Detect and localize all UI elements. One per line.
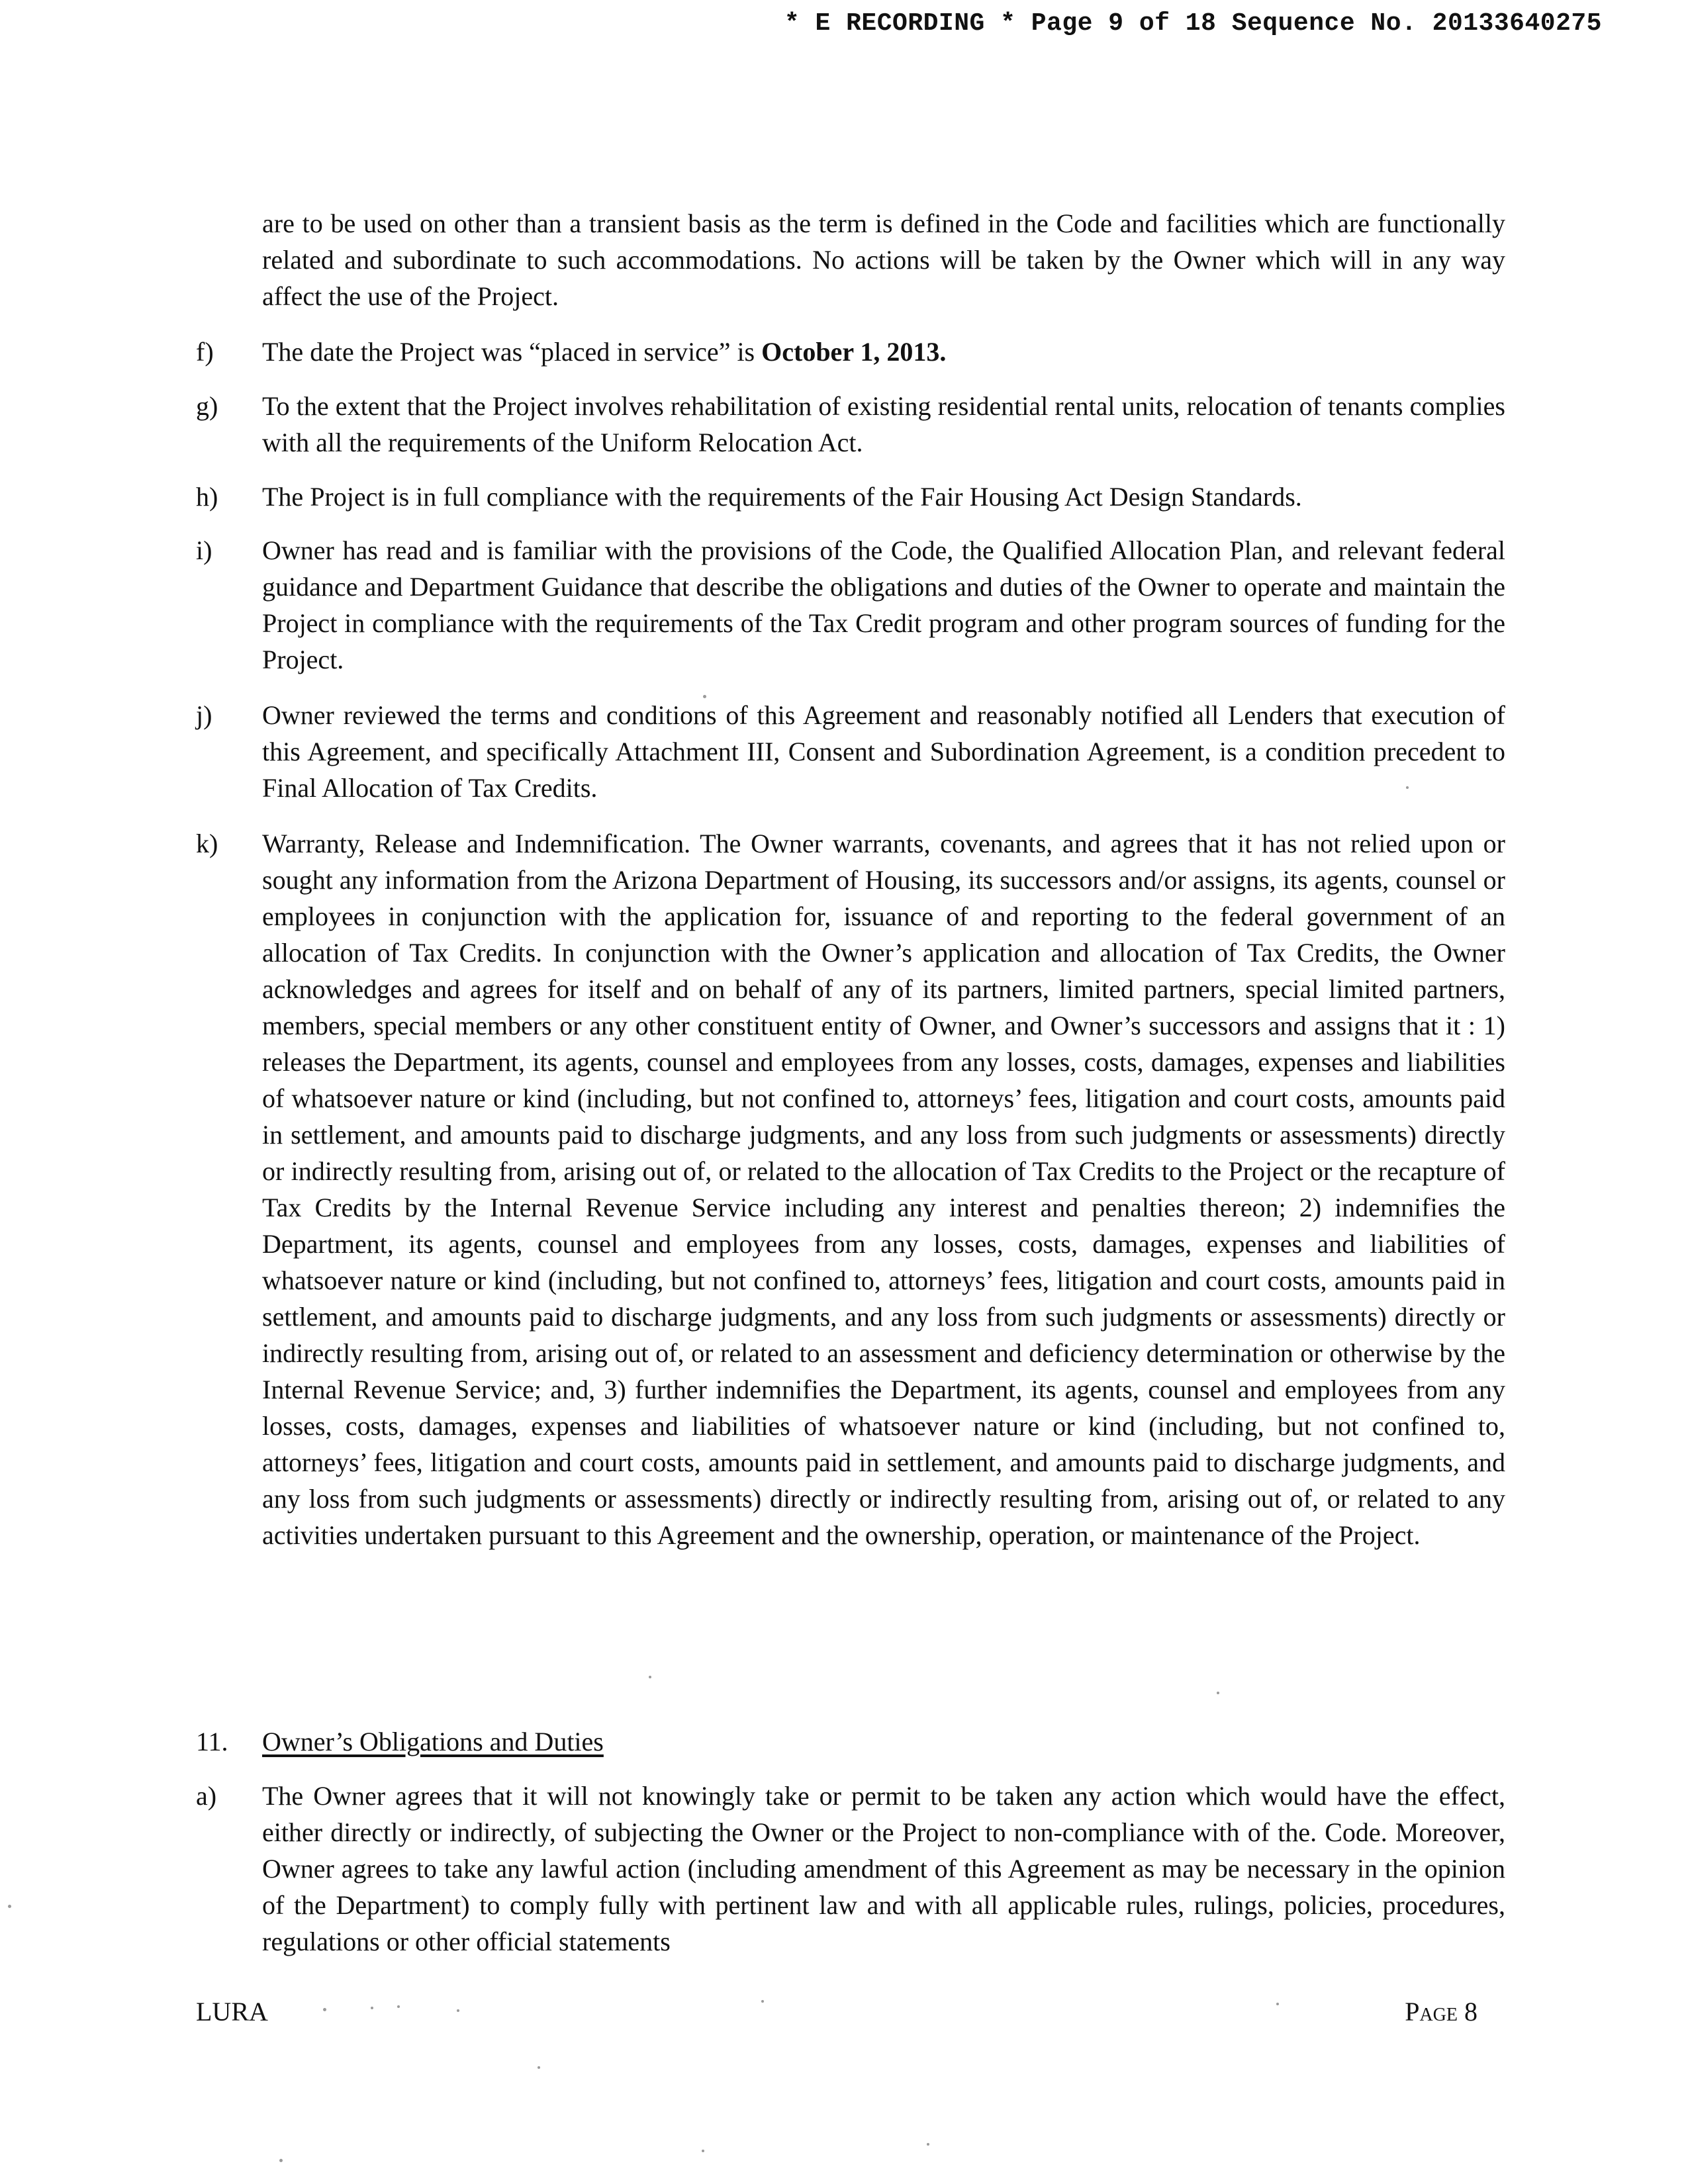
item-h-text: The Project is in full compliance with the requirements of the Fair Housing Act Design Standards. bbox=[262, 482, 1302, 512]
item-j bbox=[196, 697, 1505, 806]
item-j-text: Owner reviewed the terms and conditions of this Agreement and reasonably notified all Lenders that execution of this Agreement, and specifically Attachment III, Consent and Subordination Agreement, is a condition precedent to Final Allocation of Tax Credits. bbox=[262, 700, 1505, 803]
section-11-title: Owner’s Obligations and Duties bbox=[262, 1727, 604, 1756]
item-k-marker: k) bbox=[196, 829, 218, 858]
section-11-item-a bbox=[196, 1778, 1505, 1960]
item-i-text: Owner has read and is familiar with the provisions of the Code, the Qualified Allocation Plan, and relevant federal guidance and Department Guidance that describe the obligations and duties of the Owner to operate and maintain the Project in compliance with the requirements of the Tax Credit program and other program sources of funding for the Project. bbox=[262, 535, 1505, 674]
intro-paragraph: are to be used on other than a transient basis as the term is defined in the Code and facilities which are functionally related and subordinate to such accommodations. No actions will be taken by the Owner which will in any way affect the use of the Project. bbox=[262, 208, 1505, 311]
scan-speck bbox=[1276, 2003, 1279, 2005]
scan-speck bbox=[323, 2008, 326, 2011]
scan-speck bbox=[457, 2009, 459, 2012]
item-g-text: To the extent that the Project involves rehabilitation of existing residential rental units, relocation of tenants complies with all the requirements of the Uniform Relocation Act. bbox=[262, 391, 1505, 457]
scan-speck bbox=[702, 2150, 704, 2152]
scan-speck bbox=[538, 2066, 540, 2069]
item-h bbox=[196, 478, 1505, 515]
scan-speck bbox=[1217, 1692, 1219, 1694]
placed-in-service-date: October 1, 2013. bbox=[761, 337, 947, 367]
section-11-heading bbox=[196, 1723, 604, 1760]
item-i-marker: i) bbox=[196, 535, 212, 565]
item-k-text: Warranty, Release and Indemnification. The Owner warrants, covenants, and agrees that it has not relied upon or sought any information from the Arizona Department of Housing, its successors and/or assigns, its agents, counsel or employees in conjunction with the application for, issuance of and reporting to the federal government of an allocation of Tax Credits. In conjunction with the Owner’s application and allocation of Tax Credits, the Owner acknowledges and agrees for itself and on behalf of any of its partners, limited partners, special limited partners, members, special members or any other constituent entity of Owner, and Owner’s successors and assigns that it : 1) releases the Department, its agents, counsel and employees from any losses, costs, damages, expenses and liabilities of whatsoever nature or kind (including, but not confined to, attorneys’ fees, litigation and court costs, amounts paid in settlement, and amounts paid to discharge judgments, and any loss from such judgments or assessments) directly or indirectly resulting from, arising out of, or related to the allocation of Tax Credits to the Project or the recapture of Tax Credits by the Internal Revenue Service including any interest and penalties thereon; 2) indemnifies the Department, its agents, counsel and employees from any losses, costs, damages, expenses and liabilities of whatsoever nature or kind (including, but not confined to, attorneys’ fees, litigation and court costs, amounts paid in settlement, and amounts paid to discharge judgments, and any loss from such judgments or assessments) directly or indirectly resulting from, arising out of, or related to an assessment and deficiency determination or otherwise by the Internal Revenue Service; and, 3) further indemnifies the Department, its agents, counsel and employees from any losses, costs, damages, expenses and liabilities of whatsoever nature or kind (including, but not confined to, attorneys’ fees, litigation and court costs, amounts paid in settlement, and amounts paid to discharge judgments, and any loss from such judgments or assessments) directly or indirectly resulting from, arising out of, or related to any activities undertaken pursuant to this Agreement and the ownership, operation, or maintenance of the Project. bbox=[262, 829, 1505, 1550]
scan-speck bbox=[927, 2143, 929, 2146]
item-f-text-plain: The date the Project was “placed in service” is bbox=[262, 337, 762, 367]
item-k bbox=[196, 825, 1505, 1553]
scan-speck bbox=[279, 2159, 283, 2162]
scan-speck bbox=[371, 2007, 373, 2009]
item-h-marker: h) bbox=[196, 482, 218, 512]
recording-header: * E RECORDING * Page 9 of 18 Sequence No. 20133640275 bbox=[784, 9, 1602, 38]
item-g-marker: g) bbox=[196, 391, 218, 421]
section-11-item-a-marker: a) bbox=[196, 1781, 217, 1811]
item-g bbox=[196, 388, 1505, 461]
item-f-marker: f) bbox=[196, 337, 214, 367]
item-f bbox=[196, 334, 1505, 370]
section-11-item-a-text: The Owner agrees that it will not knowingly take or permit to be taken any action which would have the effect, either directly or indirectly, of subjecting the Owner or the Project to non-compliance with of the. Code. Moreover, Owner agrees to take any lawful action (including amendment of this Agreement as may be necessary in the opinion of the Department) to comply fully with pertinent law and with all applicable rules, rulings, policies, procedures, regulations or other official statements bbox=[262, 1781, 1505, 1956]
item-j-marker: j) bbox=[196, 700, 212, 730]
footer-document-label: LURA bbox=[196, 1997, 268, 2026]
section-11-number: 11. bbox=[196, 1727, 228, 1756]
item-f-text bbox=[262, 334, 1505, 370]
scan-speck bbox=[1406, 786, 1409, 789]
scan-speck bbox=[761, 2000, 764, 2003]
scan-speck bbox=[397, 2005, 400, 2008]
footer-page-number: Page 8 bbox=[1405, 1997, 1477, 2026]
scan-speck bbox=[8, 1905, 11, 1908]
item-i bbox=[196, 532, 1505, 678]
scan-speck bbox=[703, 695, 706, 698]
scan-speck bbox=[649, 1676, 651, 1678]
